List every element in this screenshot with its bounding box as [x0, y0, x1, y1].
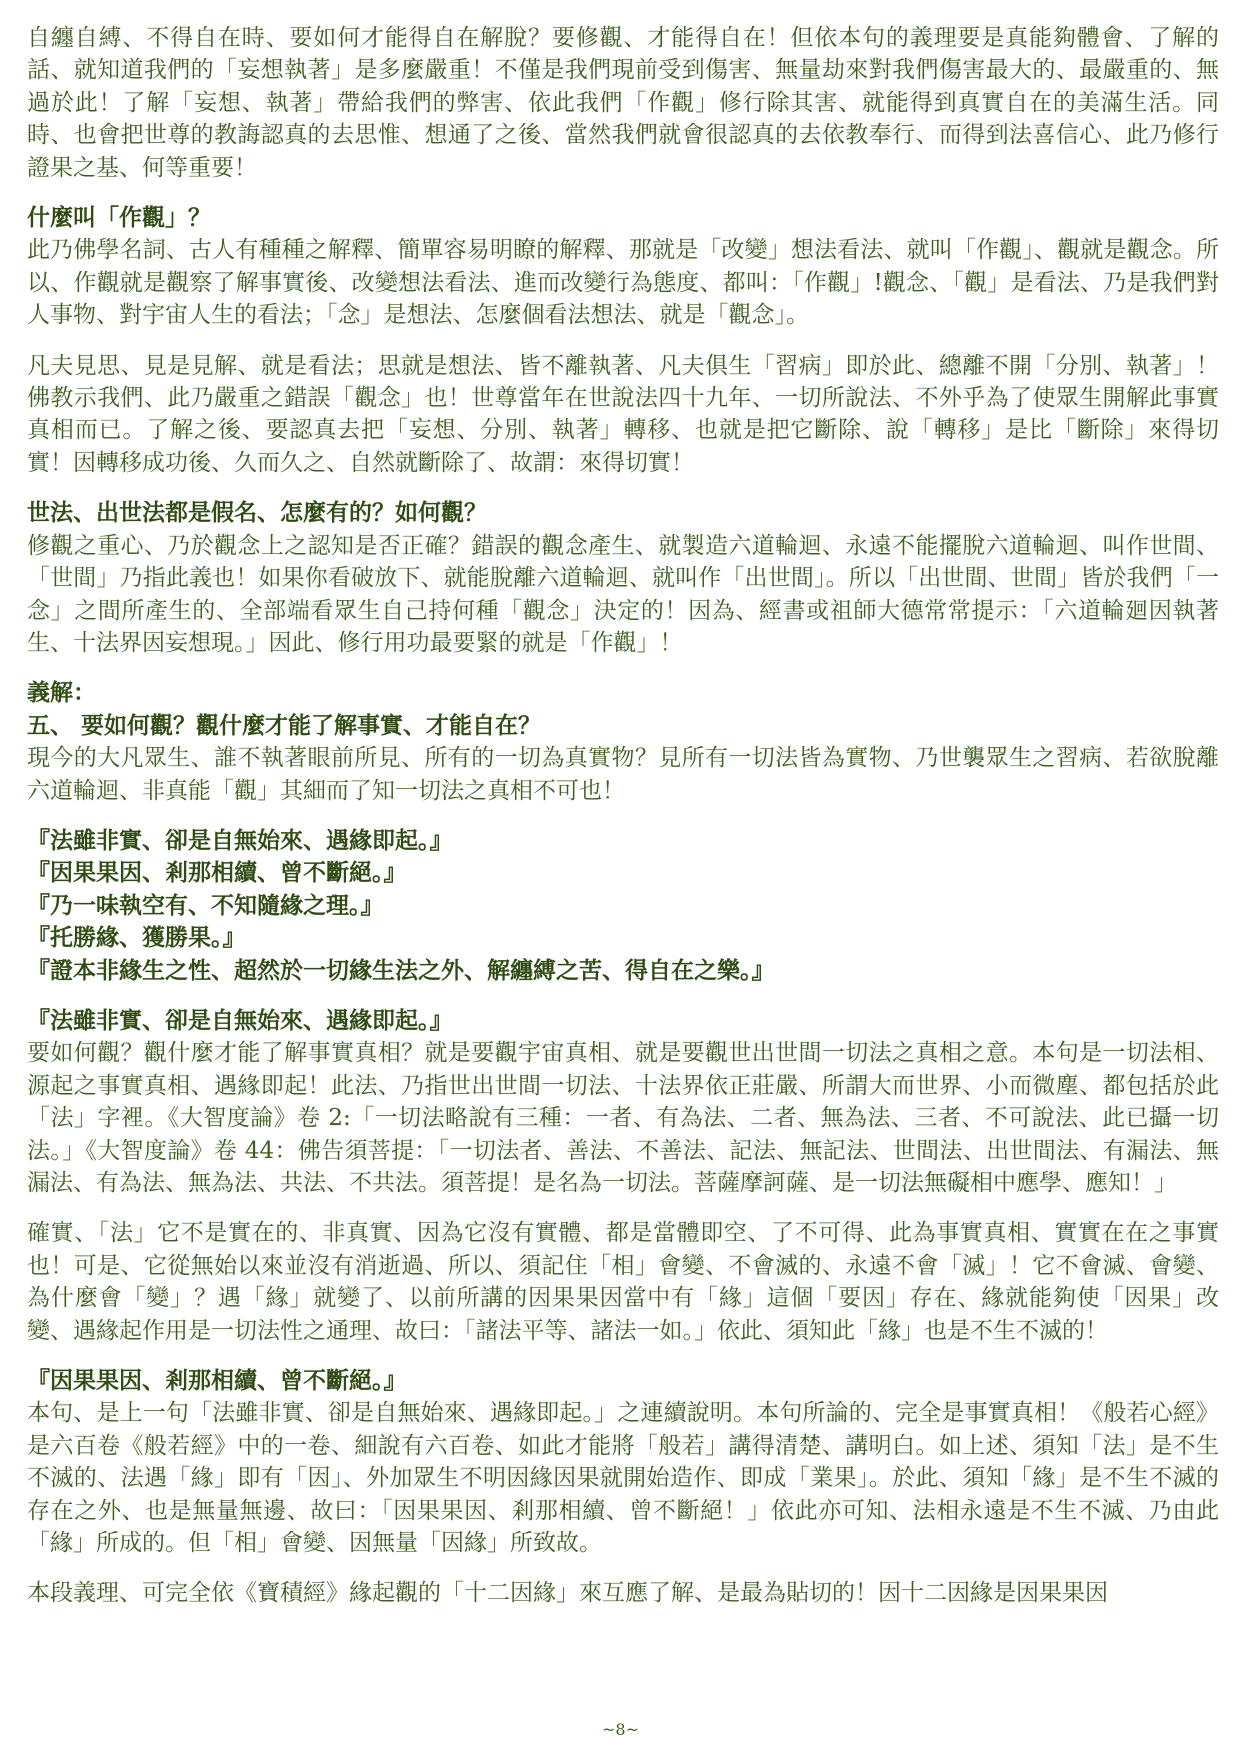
quote-line: 『乃一味執空有、不知隨緣之理。』	[27, 891, 384, 919]
paragraph-queshi-fa: 確實、「法」它不是實在的、非真實、因為它沒有實體、都是當體即空、了不可得、此為事實真相、實實在在之事實也！可是、它從無始以來並沒有消逝過、所以、須記住「相」會變、不會滅的、永遠不會「滅」！它不會滅、會變、為什麼會「變」？遇「緣」就變了、以前所講的因果果因當中有「緣」這個「要因」存在、緣就能夠使「因果」改變、遇緣起作用是一切法性之通理、故曰：「諸法平等、諸法一如。」依此、須知此「緣」也是不生不滅的！	[27, 1220, 1219, 1344]
quote-line: 『法雖非實、卻是自無始來、遇緣即起。』	[27, 826, 453, 854]
heading-what-is-zuoguan: 什麼叫「作觀」？	[27, 204, 211, 232]
section-fa-sui-feishi	[27, 1005, 1219, 1199]
paragraph-ruhe-guan: 要如何觀？觀什麼才能了解事實真相？就是要觀宇宙真相、就是要觀世出世間一切法之真相之意。本句是一切法相、源起之事實真相、遇緣即起！此法、乃指世出世間一切法、十法界依正莊嚴、所謂大而世界、小而微塵、都包括於此「法」字裡。《大智度論》卷 2:「一切法略說有三種：一者、有為法、二者、無為法、三者、不可說法、此已攝一切法。」《大智度論》卷 44：佛告須菩提：「一切法者、善法、不善法、記法、無記法、世間法、出世間法、有漏法、無漏法、有為法、無為法、共法、不共法。須菩提！是名為一切法。菩薩摩訶薩、是一切法無礙相中應學、應知！」	[27, 1040, 1219, 1196]
heading-yinguo-guoyin: 『因果果因、剎那相續、曾不斷絕。』	[27, 1367, 407, 1395]
paragraph-benduan-yili: 本段義理、可完全依《寶積經》緣起觀的「十二因緣」來互應了解、是最為貼切的！因十二因緣是因果果因	[27, 1580, 1108, 1607]
paragraph-fanfu-jiansi: 凡夫見思、見是見解、就是看法；思就是想法、皆不離執著、凡夫俱生「習病」即於此、總離不開「分別、執著」！佛教示我們、此乃嚴重之錯誤「觀念」也！世尊當年在世說法四十九年、一切所說法、不外乎為了使眾生開解此事實真相而已。了解之後、要認真去把「妄想、分別、執著」轉移、也就是把它斷除、說「轉移」是比「斷除」來得切實！因轉移成功後、久而久之、自然就斷除了、故謂：來得切實！	[27, 352, 1219, 476]
section-shifa	[27, 497, 1219, 659]
heading-item-five: 五、 要如何觀？觀什麼才能了解事實、才能自在？	[27, 711, 542, 739]
quote-list	[27, 825, 1219, 987]
heading-shifa-chushifa: 世法、出世法都是假名、怎麼有的？如何觀？	[27, 499, 487, 527]
paragraph-benju-shuoming: 本句、是上一句「法雖非實、卻是自無始來、遇緣即起。」之連續說明。本句所論的、完全是事實真相！《般若心經》是六百卷《般若經》中的一卷、細說有六百卷、如此才能將「般若」講得清楚、講明白。如上述、須知「法」是不生不滅的、法遇「緣」即有「因」、外加眾生不明因緣因果就開始造作、即成「業果」。於此、須知「緣」是不生不滅的存在之外、也是無量無邊、故曰：「因果果因、剎那相續、曾不斷絕！」依此亦可知、法相永遠是不生不滅、乃由此「緣」所成的。但「相」會變、因無量「因緣」所致故。	[27, 1400, 1219, 1557]
paragraph-xiuguan-zhongxin: 修觀之重心、乃於觀念上之認知是否正確？錯誤的觀念產生、就製造六道輪迴、永遠不能擺脫六道輪迴、叫作世間、「世間」乃指此義也！如果你看破放下、就能脫離六道輪迴、就叫作「出世間」。所以「出世間、世間」皆於我們「一念」之間所產生的、全部端看眾生自己持何種「觀念」決定的！因為、經書或祖師大德常常提示：「六道輪廻因執著生、十法界因妄想現。」因此、修行用功最要緊的就是「作觀」！	[27, 532, 1219, 656]
document-page	[27, 22, 1219, 1628]
section-yinguo-guoyin	[27, 1365, 1219, 1559]
quote-line: 『因果果因、剎那相續、曾不斷絕。』	[27, 859, 407, 887]
paragraph-zuoguan-definition: 此乃佛學名詞、古人有種種之解釋、簡單容易明瞭的解釋、那就是「改變」想法看法、就叫「作觀」、觀就是觀念。所以、作觀就是觀察了解事實後、改變想法看法、進而改變行為態度、都叫：「作觀」!觀念、「觀」是看法、乃是我們對人事物、對宇宙人生的看法；「念」是想法、怎麼個看法想法、就是「觀念」。	[27, 237, 1219, 329]
paragraph-intro: 自纏自縛、不得自在時、要如何才能得自在解脫？要修觀、才能得自在！但依本句的義理要是真能夠體會、了解的話、就知道我們的「妄想執著」是多麼嚴重！不僅是我們現前受到傷害、無量劫來對我們傷害最大的、最嚴重的、無過於此！了解「妄想、執著」帶給我們的弊害、依此我們「作觀」修行除其害、就能得到真實自在的美滿生活。同時、也會把世尊的教誨認真的去思惟、想通了之後、當然我們就會很認真的去依教奉行、而得到法喜信心、此乃修行證果之基、何等重要！	[27, 25, 1219, 181]
heading-yijie: 義解：	[27, 679, 96, 707]
heading-fa-sui-feishi: 『法雖非實、卻是自無始來、遇緣即起。』	[27, 1006, 453, 1034]
page-number: ~8~	[602, 1720, 639, 1739]
quote-line: 『托勝緣、獲勝果。』	[27, 924, 246, 952]
paragraph-xianjin-zhongsheng: 現今的大凡眾生、誰不執著眼前所見、所有的一切為真實物？見所有一切法皆為實物、乃世襲眾生之習病、若欲脫離六道輪迴、非真能「觀」其細而了知一切法之真相不可也！	[27, 745, 1219, 804]
quote-line: 『證本非緣生之性、超然於一切緣生法之外、解纏縛之苦、得自在之樂。』	[27, 956, 775, 984]
section-what-is-zuoguan	[27, 202, 1219, 332]
section-yijie	[27, 677, 1219, 807]
